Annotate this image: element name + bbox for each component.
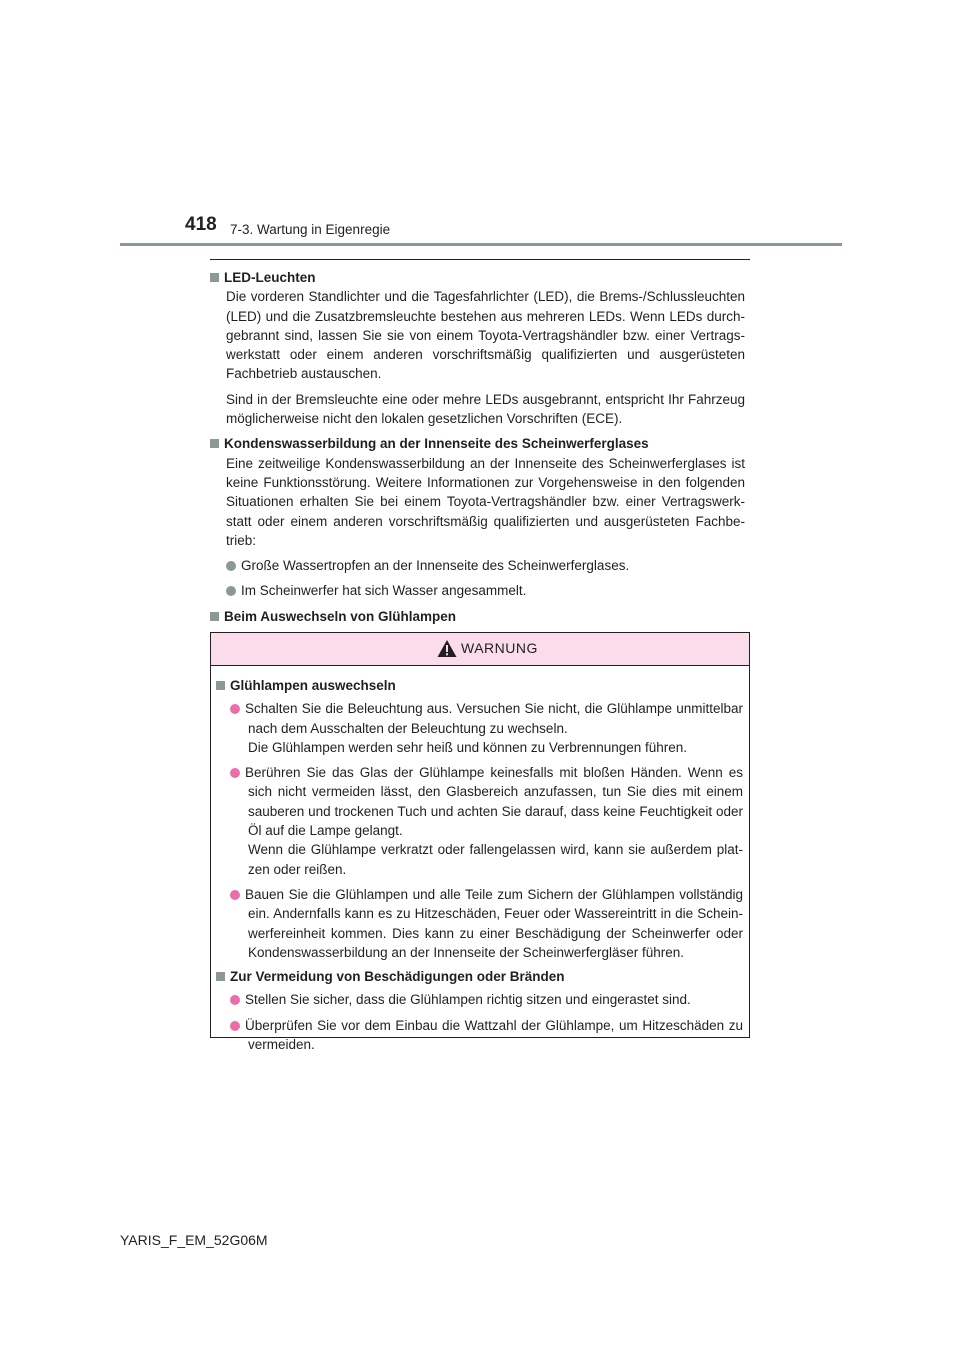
square-bullet-icon xyxy=(210,439,219,448)
section-heading: Beim Auswechseln von Glühlampen xyxy=(210,607,745,626)
warning-box xyxy=(210,632,750,1053)
warning-section-heading: Glühlampen auswechseln xyxy=(216,676,743,695)
main-content xyxy=(210,268,745,655)
warning-section-heading: Zur Vermeidung von Beschädigungen oder Bränden xyxy=(216,967,743,986)
document-code: YARIS_F_EM_52G06M xyxy=(120,1232,268,1248)
page-number: 418 xyxy=(185,214,217,235)
warning-body xyxy=(211,666,749,1054)
warning-item: Schalten Sie die Beleuchtung aus. Versuchen Sie nicht, die Glühlampe unmittelbar nach dem Ausschalten der Beleuchtung zu wechseln. Die Glühlampen werden sehr heiß und können zu Verbrennungen führen. xyxy=(230,699,743,757)
warning-header xyxy=(211,633,749,666)
list-item: Große Wassertropfen an der Innenseite des Scheinwerferglases. xyxy=(226,556,745,575)
page-header xyxy=(185,214,845,244)
bullet-icon xyxy=(226,586,236,596)
warning-item: Bauen Sie die Glühlampen und alle Teile zum Sichern der Glühlampen vollständig ein. Andernfalls kann es zu Hitzeschäden, Feuer oder Wassereintritt in die Scheinwerfereinheit kommen. Dies kann zu einer Beschädigung der Scheinwerfer oder Kondenswasserbildung an der Innenseite der Scheinwerfergläser führen. xyxy=(230,885,743,962)
bullet-icon xyxy=(226,561,236,571)
warning-item: Stellen Sie sicher, dass die Glühlampen richtig sitzen und eingerastet sind. xyxy=(230,990,743,1009)
section-led xyxy=(210,268,745,428)
square-bullet-icon xyxy=(210,612,219,621)
section-heading: LED-Leuchten xyxy=(210,268,745,287)
warning-label: WARNUNG xyxy=(461,640,538,656)
bullet-icon xyxy=(230,890,240,900)
bullet-icon xyxy=(230,768,240,778)
bullet-icon xyxy=(230,1021,240,1031)
paragraph: Die vorderen Standlichter und die Tagesfahrlichter (LED), die Brems-/Schlussleuchten (LED) und die Zusatzbremsleuchte bestehen aus mehreren LEDs. Wenn LEDs durchgebrannt sind, lassen Sie sie von einem Toyota-Vertragshändler bzw. einer Vertragswerkstatt oder einem anderen vorschriftsmäßig qualifizierten und ausgerüsteten Fachbetrieb austauschen. xyxy=(226,289,745,382)
content-top-rule xyxy=(210,259,750,260)
warning-item: Überprüfen Sie vor dem Einbau die Wattzahl der Glühlampe, um Hitzeschäden zu vermeiden. xyxy=(230,1016,743,1055)
square-bullet-icon xyxy=(210,273,219,282)
square-bullet-icon xyxy=(216,681,225,690)
warning-item: Berühren Sie das Glas der Glühlampe keinesfalls mit bloßen Händen. Wenn es sich nicht vermeiden lässt, den Glasbereich anzufassen, tun Sie dies mit einem sauberen und trockenen Tuch und achten Sie darauf, dass keine Feuchtigkeit oder Öl auf die Lampe gelangt. Wenn die Glühlampe verkratzt oder fallengelassen wird, kann sie außerdem platzen oder reißen. xyxy=(230,763,743,879)
bullet-icon xyxy=(230,995,240,1005)
bullet-icon xyxy=(230,704,240,714)
section-title: 7-3. Wartung in Eigenregie xyxy=(230,222,391,237)
square-bullet-icon xyxy=(216,972,225,981)
paragraph: Eine zeitweilige Kondenswasserbildung an der Innenseite des Scheinwerferglases ist keine Funktionsstörung. Weitere Informationen zur Vorgehensweise in den folgenden Situationen erhalten Sie bei einem Toyota-Vertragshändler bzw. einer Vertragswerkstatt oder einem anderen vorschriftsmäßig qualifizierten und ausgerüsteten Fachbetrieb: xyxy=(226,455,745,548)
header-rule xyxy=(120,243,842,246)
section-condensation xyxy=(210,434,745,600)
list-item: Im Scheinwerfer hat sich Wasser angesammelt. xyxy=(226,581,745,600)
section-heading: Kondenswasserbildung an der Innenseite des Scheinwerferglases xyxy=(210,434,745,453)
warning-triangle-icon xyxy=(437,639,457,658)
paragraph: Sind in der Bremsleuchte eine oder mehre LEDs ausgebrannt, entspricht Ihr Fahrzeug möglicherweise nicht den lokalen gesetzlichen Vorschriften (ECE). xyxy=(226,391,745,427)
